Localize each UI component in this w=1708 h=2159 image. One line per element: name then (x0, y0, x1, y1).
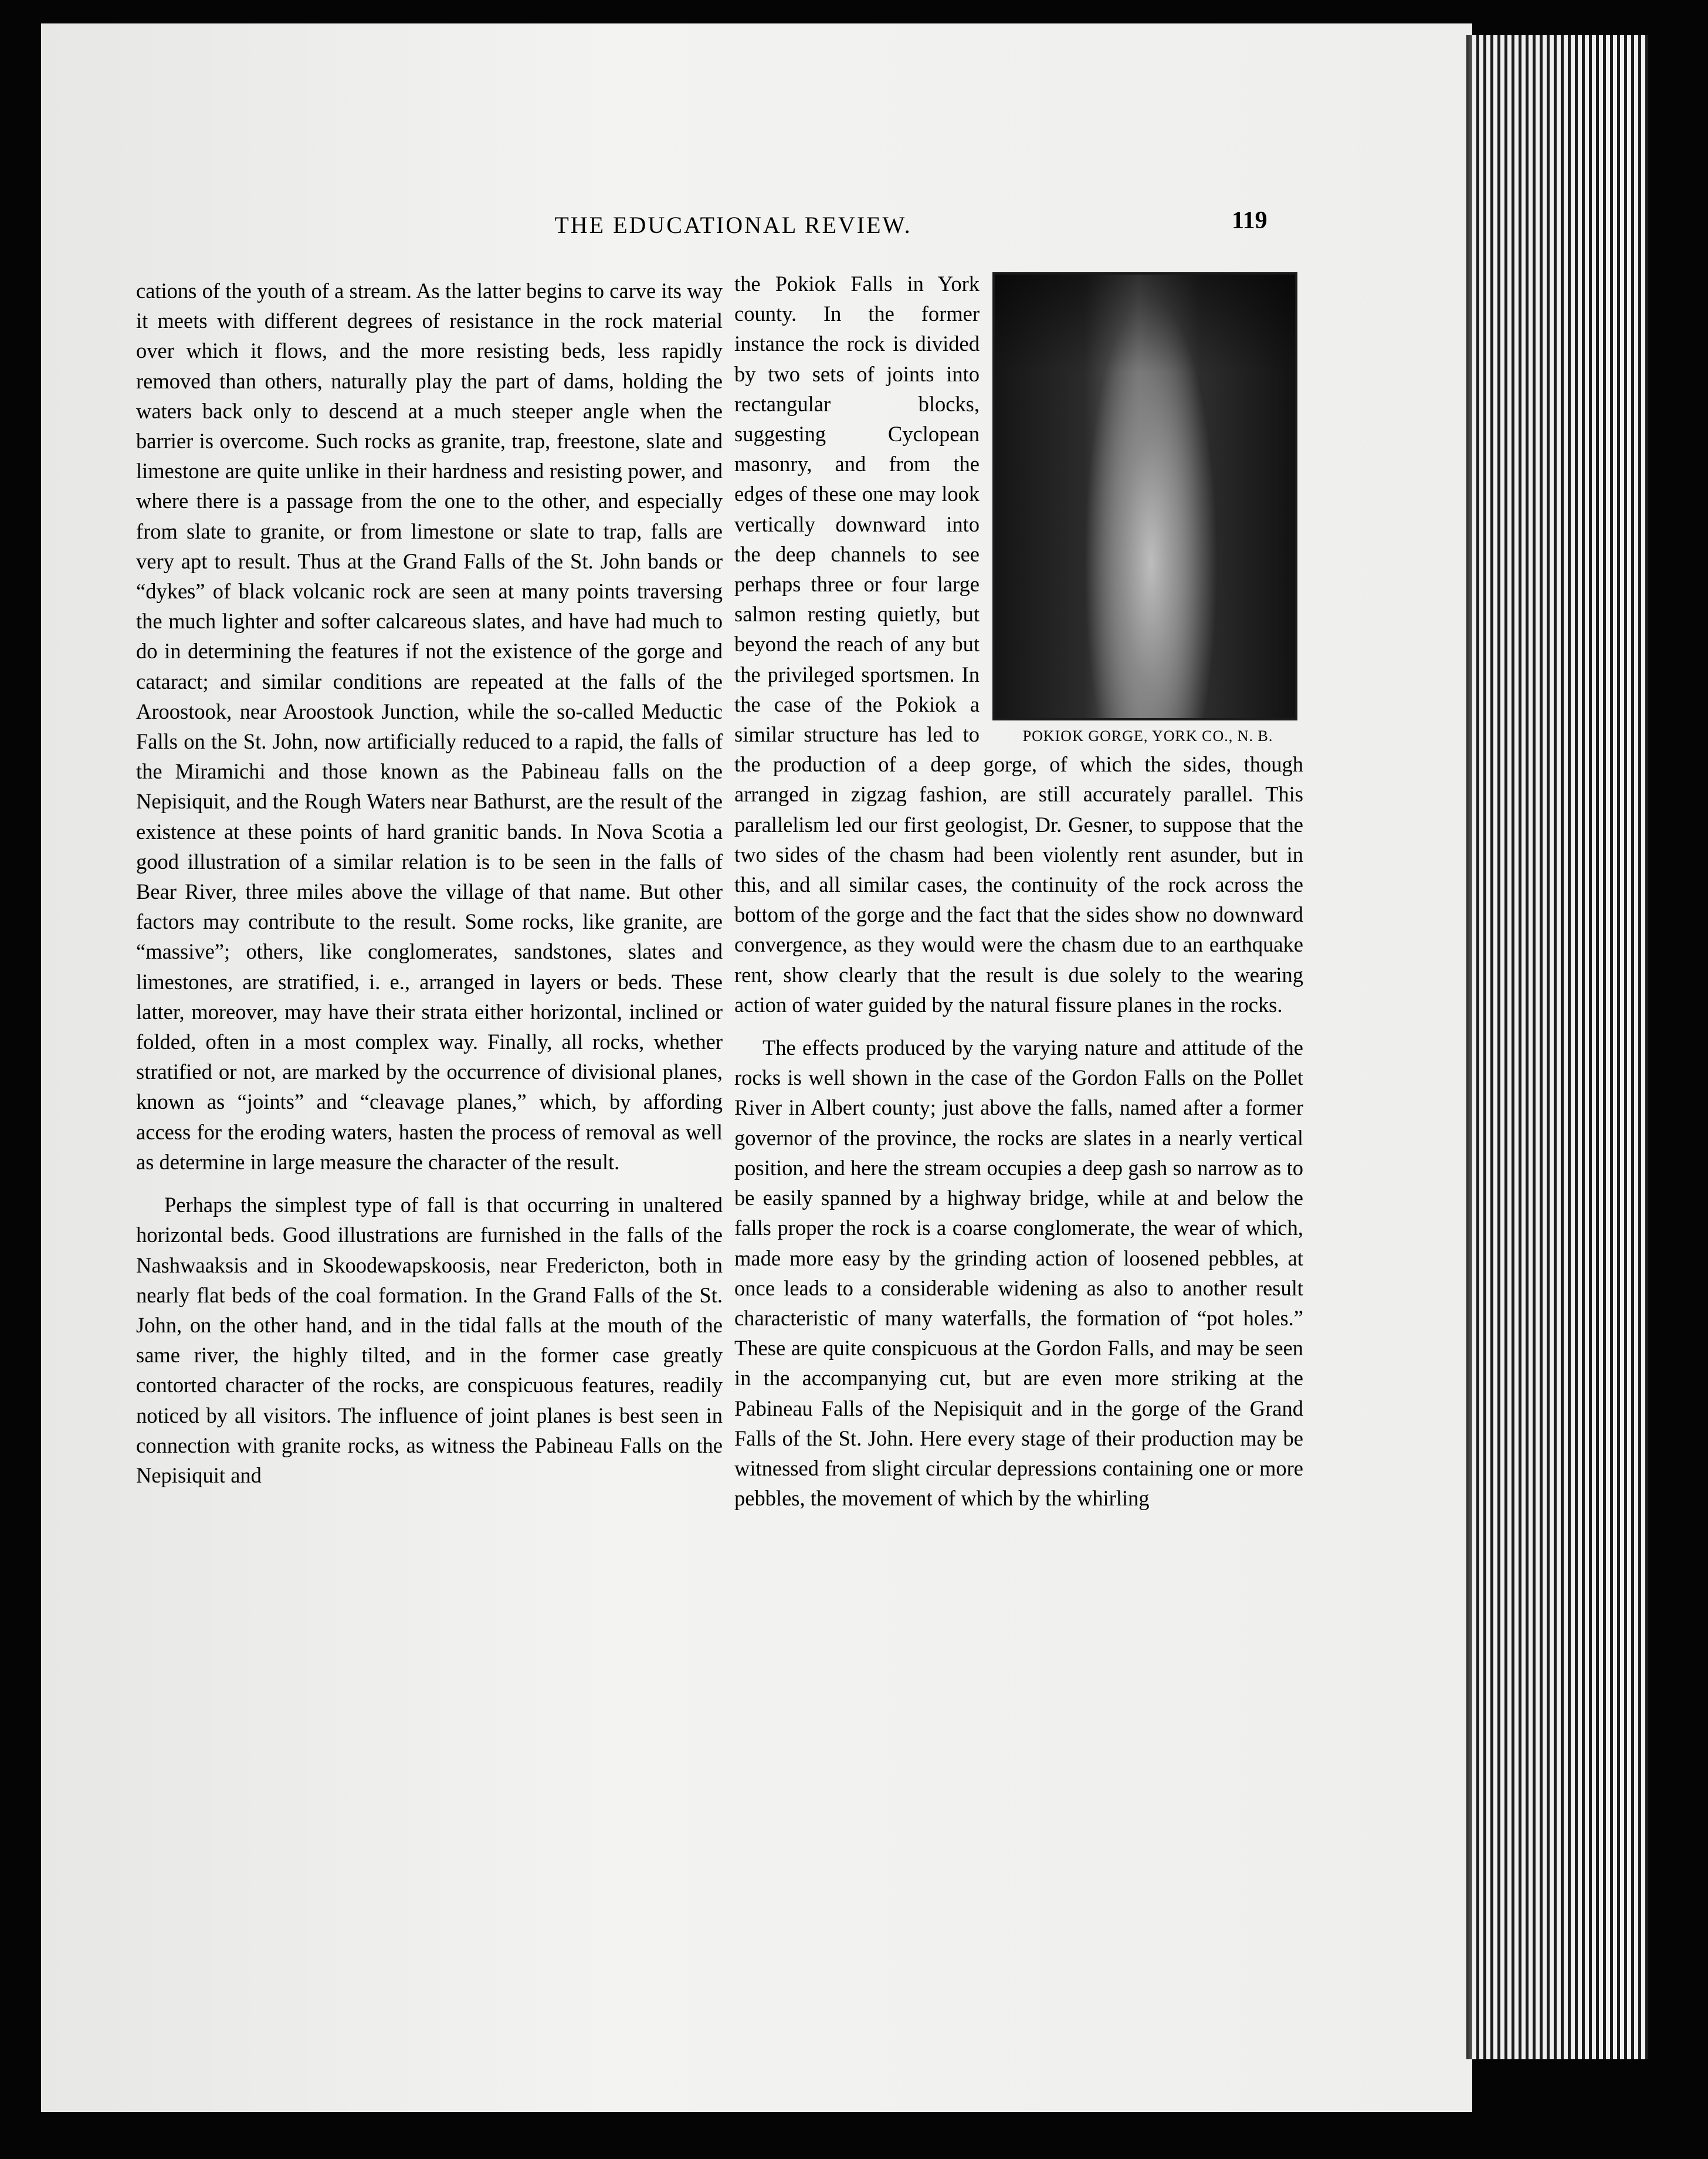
paragraph-right-2: The effects produced by the varying nature and attitude of the rocks is well shown in the case of the Gordon Falls on the Pollet River in Albert county; just above the falls, named after a former governor of the province, the rocks are slates in a nearly vertical position, and here the stream occupies a deep gash so narrow as to be easily spanned by a highway bridge, while at and below the falls proper the rock is a coarse conglomerate, the wear of which, made more easy by the grinding action of loosened pebbles, at once leads to a considerable widening as also to another result characteristic of many waterfalls, the formation of “pot holes.” These are quite conspicuous at the Gordon Falls, and may be seen in the accompanying cut, but are even more striking at the Pabineau Falls of the Nepisiquit and in the gorge of the Grand Falls of the St. John. Here every stage of their production may be witnessed from slight circular depressions containing one or more pebbles, the movement of which by the whirling (734, 1035, 1303, 1511)
book-binding-edges (1472, 35, 1648, 2059)
wrapped-text-block (734, 269, 1303, 1020)
figure-pokiok-gorge (992, 272, 1303, 745)
page-number: 119 (1232, 207, 1268, 234)
paragraph-right-1: the Pokiok Falls in York county. In the former instance the rock is divided by two sets of joints into rectangular blocks, suggesting Cyclopean masonry, and from the edges of these one may look vertically downward into the deep channels to see perhaps three or four large salmon resting quietly, but beyond the reach of any but the privileged sportsmen. In the case of the Pokiok a similar structure has led to the production of a deep gorge, of which the sides, though arranged in zigzag fashion, are still accurately parallel. This parallelism led our first geologist, Dr. Gesner, to suppose that the two sides of the chasm had been violently rent asunder, but in this, and all similar cases, the continuity of the rock across the bottom of the gorge and the fact that the sides show no downward convergence, as they would were the chasm due to an earthquake rent, show clearly that the result is due solely to the wearing action of water guided by the natural fissure planes in the rocks. (734, 272, 1303, 1017)
left-column (136, 276, 723, 1490)
paragraph-left-1: cations of the youth of a stream. As the latter begins to carve its way it meets with different degrees of resistance in the rock material over which it flows, and the more resisting beds, less rapidly removed than others, naturally play the part of dams, holding the waters back only to descend at a much steeper angle when the barrier is overcome. Such rocks as granite, trap, freestone, slate and limestone are quite unlike in their hardness and resisting power, and where there is a passage from the one to the other, and especially from slate to granite, or from limestone or slate to trap, falls are very apt to result. Thus at the Grand Falls of the St. John bands or “dykes” of black volcanic rock are seen at many points traversing the much lighter and softer calcareous slates, and have had much to do in determining the features if not the existence of the gorge and cataract; and similar conditions are repeated at the falls of the Aroostook, near Aroostook Junction, while the so-called Meductic Falls on the St. John, now artificially reduced to a rapid, the falls of the Miramichi and those known as the Pabineau falls on the Nepisiquit, and the Rough Waters near Bathurst, are the result of the existence at these points of hard granitic bands. In Nova Scotia a good illustration of a similar relation is to be seen in the falls of Bear River, three miles above the village of that name. But other factors may contribute to the result. Some rocks, like granite, are “massive”; others, like conglomerates, sandstones, slates and limestones, are stratified, i. e., arranged in layers or beds. These latter, moreover, may have their strata either horizontal, inclined or folded, often in a most complex way. Finally, all rocks, whether stratified or not, are marked by the occurrence of divisional planes, known as “joints” and “cleavage planes,” which, by affording access for the eroding waters, hasten the process of removal as well as determine in large measure the character of the result. (136, 279, 723, 1174)
gorge-photograph (992, 272, 1297, 720)
right-column (734, 269, 1303, 1513)
running-header: THE EDUCATIONAL REVIEW. (554, 212, 912, 238)
figure-caption: POKIOK GORGE, YORK CO., N. B. (1022, 727, 1273, 745)
paragraph-left-2: Perhaps the simplest type of fall is that occurring in unaltered horizontal beds. Good illustrations are furnished in the falls of the Nashwaaksis and in Skoodewapskoosis, near Fredericton, both in nearly flat beds of the coal formation. In the Grand Falls of the St. John, on the other hand, and in the tidal falls at the mouth of the same river, the highly tilted, and in the former case greatly contorted character of the rocks, are conspicuous features, readily noticed by all visitors. The influence of joint planes is best seen in connection with granite rocks, as witness the Pabineau Falls on the Nepisiquit and (136, 1193, 723, 1487)
